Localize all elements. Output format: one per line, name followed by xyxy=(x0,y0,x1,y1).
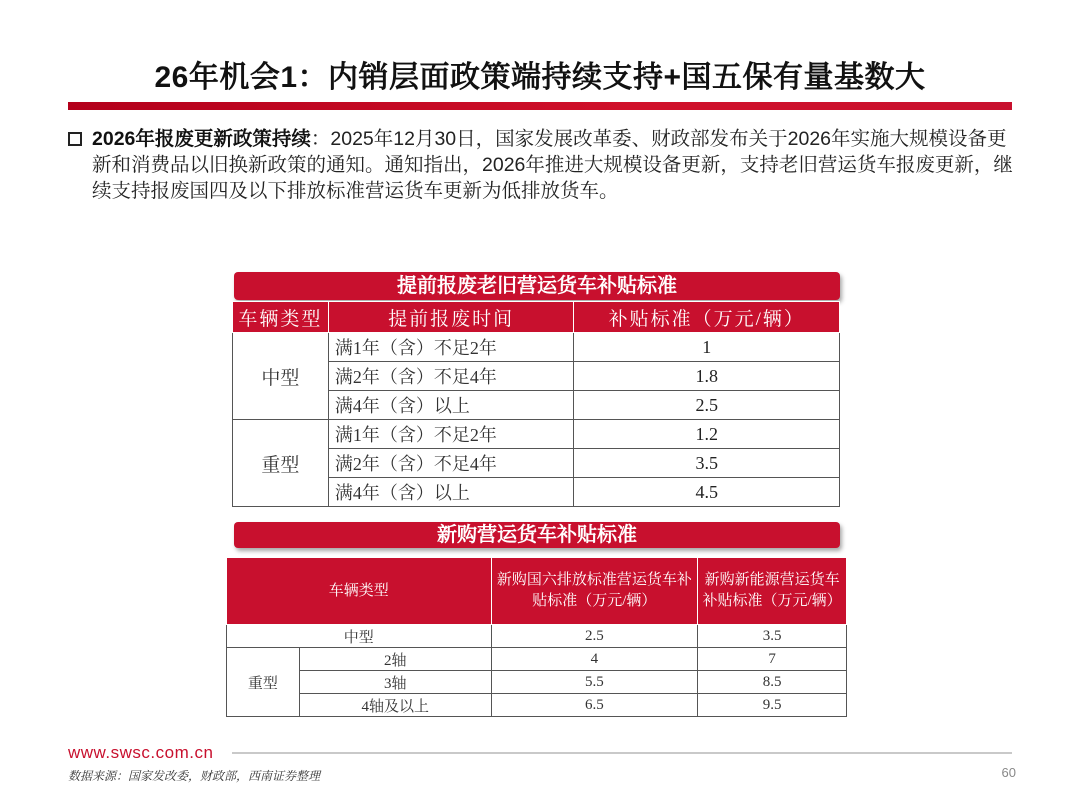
table-row xyxy=(233,333,840,362)
table-row xyxy=(227,694,847,717)
bullet-heading: 2026年报废更新政策持续 xyxy=(92,128,311,150)
scrap-subsidy-banner: 提前报废老旧营运货车补贴标准 xyxy=(234,272,840,300)
subsidy-value-cell: 1 xyxy=(574,333,840,362)
guoliu-value-cell: 6.5 xyxy=(491,694,698,717)
col-header-vehicle-type: 车辆类型 xyxy=(233,302,329,333)
subsidy-value-cell: 1.8 xyxy=(574,362,840,391)
col-header-subsidy: 补贴标准（万元/辆） xyxy=(574,302,840,333)
guoliu-value-cell: 4 xyxy=(491,648,698,671)
policy-bullet xyxy=(68,126,1018,204)
subsidy-value-cell: 3.5 xyxy=(574,449,840,478)
scrap-time-cell: 满2年（含）不足4年 xyxy=(328,362,574,391)
square-bullet-icon xyxy=(68,132,82,146)
subsidy-value-cell: 4.5 xyxy=(574,478,840,507)
vehicle-type-cell: 中型 xyxy=(233,333,329,420)
vehicle-type-cell: 中型 xyxy=(227,625,492,648)
col-header-guoliu-subsidy: 新购国六排放标准营运货车补贴标准（万元/辆） xyxy=(491,558,698,625)
scrap-subsidy-table xyxy=(232,301,840,507)
col-header-nev-subsidy: 新购新能源营运货车补贴标准（万元/辆） xyxy=(698,558,847,625)
table-row xyxy=(233,420,840,449)
nev-value-cell: 3.5 xyxy=(698,625,847,648)
nev-value-cell: 9.5 xyxy=(698,694,847,717)
footer-website-link[interactable]: www.swsc.com.cn xyxy=(68,743,214,762)
scrap-time-cell: 满1年（含）不足2年 xyxy=(328,333,574,362)
nev-value-cell: 8.5 xyxy=(698,671,847,694)
purchase-subsidy-table xyxy=(226,557,847,717)
axle-cell: 3轴 xyxy=(299,671,491,694)
col-header-vehicle-type: 车辆类型 xyxy=(227,558,492,625)
scrap-time-cell: 满1年（含）不足2年 xyxy=(328,420,574,449)
purchase-subsidy-banner: 新购营运货车补贴标准 xyxy=(234,522,840,548)
guoliu-value-cell: 2.5 xyxy=(491,625,698,648)
table-row xyxy=(227,648,847,671)
scrap-time-cell: 满4年（含）以上 xyxy=(328,391,574,420)
guoliu-value-cell: 5.5 xyxy=(491,671,698,694)
table-header-row xyxy=(233,302,840,333)
table-row xyxy=(227,625,847,648)
vehicle-type-cell: 重型 xyxy=(233,420,329,507)
bullet-body: ：2025年12月30日，国家发展改革委、财政部发布关于2026年实施大规模设备更新和消费品以旧换新政策的通知。通知指出，2026年推进大规模设备更新，支持老旧营运货车报废更新，继续支持报废国四及以下排放标准营运货车更新为低排放货车。 xyxy=(92,128,1013,202)
axle-cell: 2轴 xyxy=(299,648,491,671)
subsidy-value-cell: 1.2 xyxy=(574,420,840,449)
nev-value-cell: 7 xyxy=(698,648,847,671)
bullet-paragraph xyxy=(92,126,1018,204)
title-underline xyxy=(68,102,1012,110)
col-header-scrap-time: 提前报废时间 xyxy=(328,302,574,333)
axle-cell: 4轴及以上 xyxy=(299,694,491,717)
scrap-time-cell: 满4年（含）以上 xyxy=(328,478,574,507)
slide-title: 26年机会1：内销层面政策端持续支持+国五保有量基数大 xyxy=(154,61,926,94)
scrap-time-cell: 满2年（含）不足4年 xyxy=(328,449,574,478)
footer-divider xyxy=(232,752,1012,754)
subsidy-value-cell: 2.5 xyxy=(574,391,840,420)
table-row xyxy=(227,671,847,694)
vehicle-type-cell: 重型 xyxy=(227,648,300,717)
page-number: 60 xyxy=(1001,765,1016,780)
table-header-row xyxy=(227,558,847,625)
data-source-note: 数据来源：国家发改委，财政部，西南证券整理 xyxy=(68,769,321,783)
